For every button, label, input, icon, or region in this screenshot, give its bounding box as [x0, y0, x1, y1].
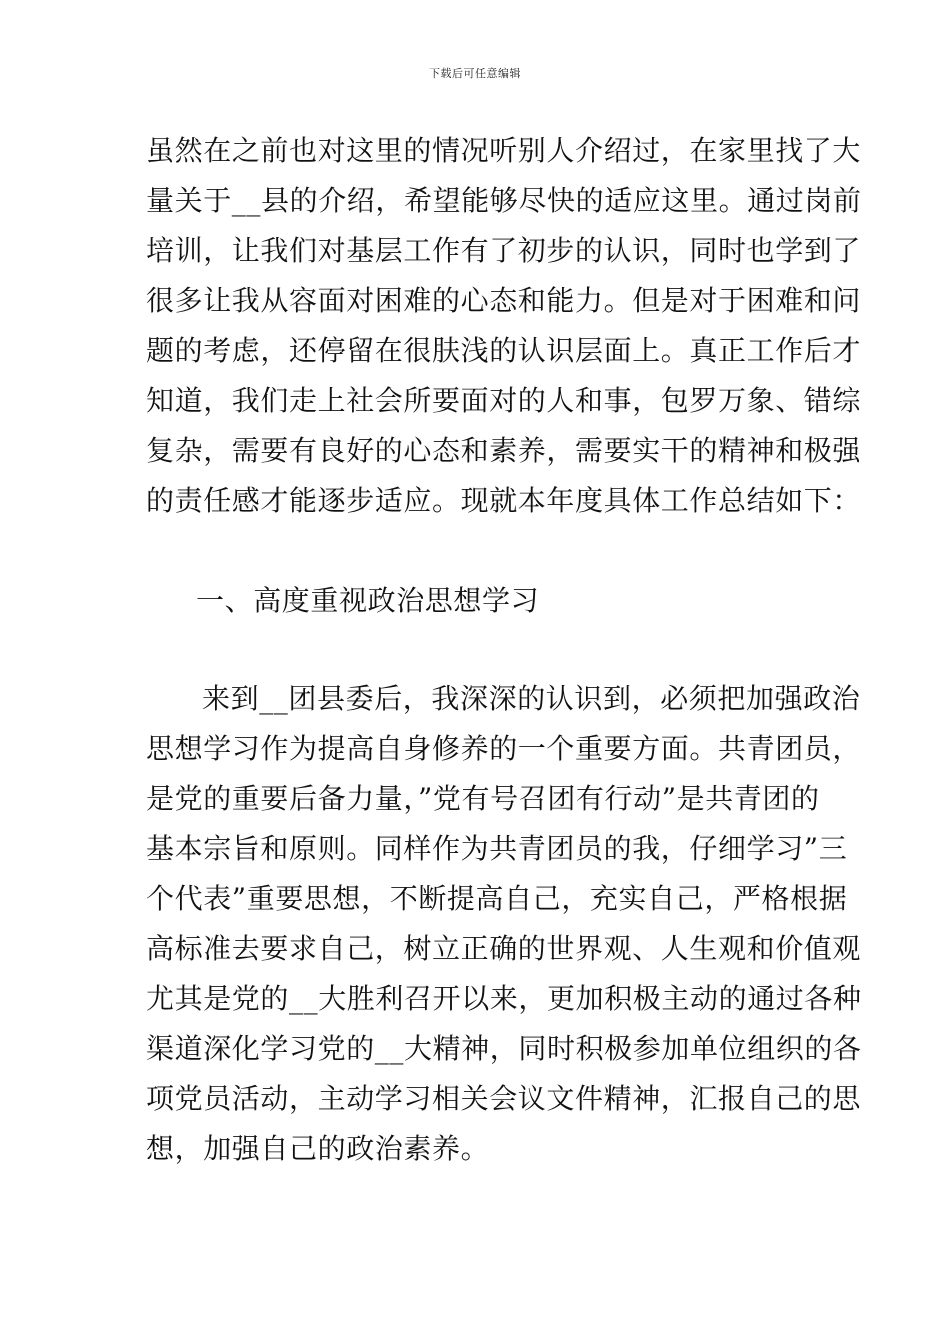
paragraph-line: 虽然在之前也对这里的情况听别人介绍过，在家里找了大: [146, 134, 862, 167]
paragraph-line: 很多让我从容面对困难的心态和能力。但是对于困难和问: [146, 284, 862, 317]
paragraph-line: 复杂，需要有良好的心态和素养，需要实干的精神和极强: [146, 434, 862, 467]
paragraph-line: 个代表”重要思想，不断提高自己，充实自己，严格根据: [146, 882, 848, 915]
paragraph-line: 的责任感才能逐步适应。现就本年度具体工作总结如下：: [146, 484, 862, 517]
paragraph-line: 培训，让我们对基层工作有了初步的认识，同时也学到了: [146, 234, 862, 267]
paragraph-political-study: [146, 674, 862, 1174]
paragraph-line: 基本宗旨和原则。同样作为共青团员的我，仔细学习”三: [146, 832, 848, 865]
section-heading: 一、高度重视政治思想学习: [196, 584, 540, 617]
page-header-note: 下载后可任意编辑: [429, 67, 521, 80]
paragraph-line: 来到__团县委后，我深深的认识到，必须把加强政治: [202, 682, 861, 715]
paragraph-line: 量关于__县的介绍，希望能够尽快的适应这里。通过岗前: [146, 184, 862, 217]
paragraph-line: 思想学习作为提高自身修养的一个重要方面。共青团员，: [146, 732, 862, 765]
paragraph-line: 知道，我们走上社会所要面对的人和事，包罗万象、错综: [146, 384, 862, 417]
paragraph-line: 项党员活动，主动学习相关会议文件精神，汇报自己的思: [146, 1082, 862, 1115]
paragraph-line: 渠道深化学习党的__大精神，同时积极参加单位组织的各: [146, 1032, 862, 1065]
paragraph-line: 想，加强自己的政治素养。: [146, 1132, 490, 1165]
paragraph-line: 高标准去要求自己，树立正确的世界观、人生观和价值观: [146, 932, 862, 965]
paragraph-intro: [146, 126, 862, 526]
paragraph-line: 题的考虑，还停留在很肤浅的认识层面上。真正工作后才: [146, 334, 862, 367]
paragraph-line: 是党的重要后备力量，”党有号召团有行动”是共青团的: [146, 782, 820, 815]
paragraph-line: 尤其是党的__大胜利召开以来，更加积极主动的通过各种: [146, 982, 862, 1015]
